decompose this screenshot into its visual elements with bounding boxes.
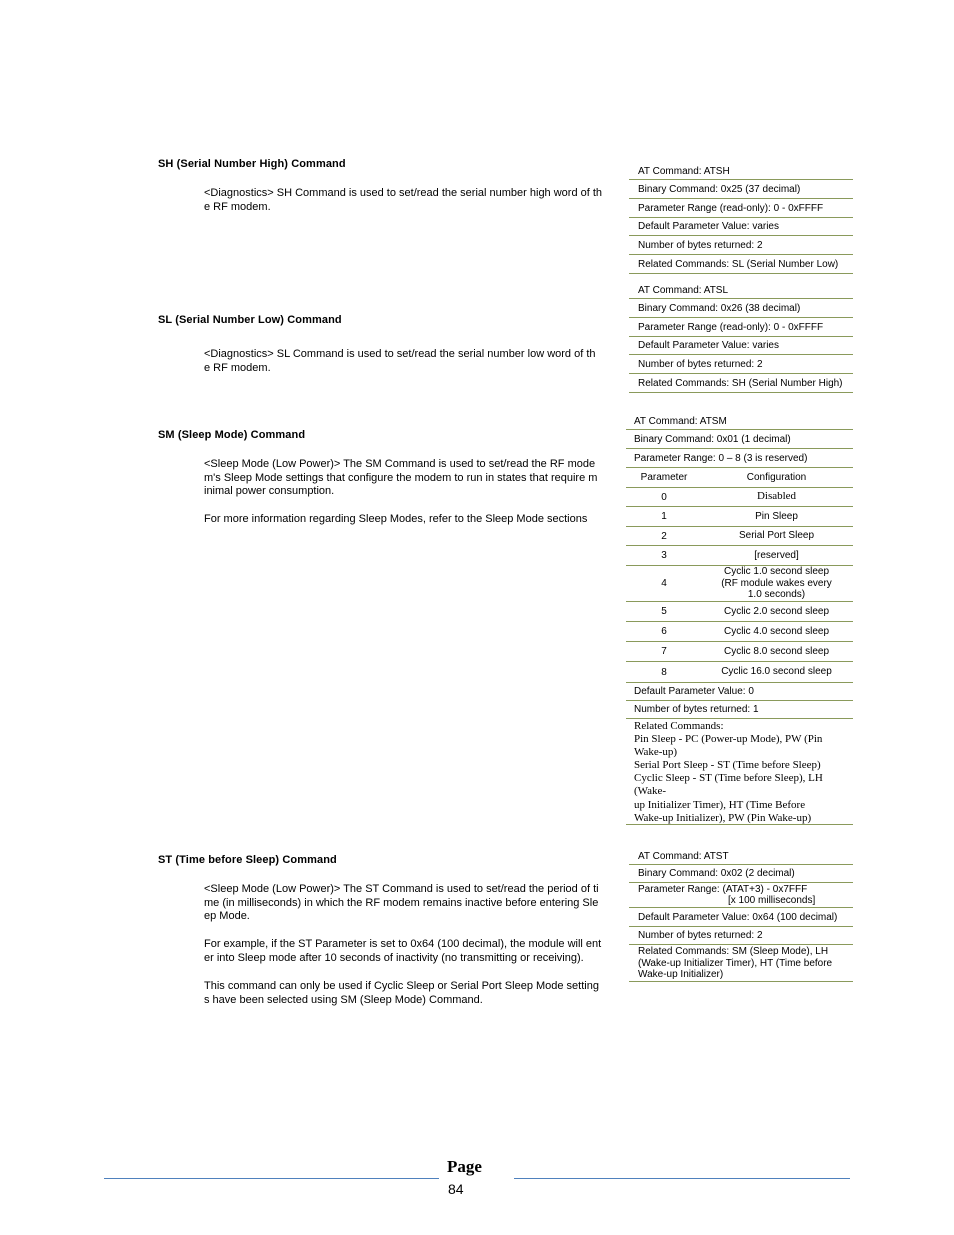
sm-options-header: [626, 468, 853, 488]
sl-related-commands: Related Commands: SH (Serial Number High): [629, 374, 853, 393]
sh-bytes-returned: Number of bytes returned: 2: [629, 236, 853, 255]
sm-option-value: 1: [661, 511, 667, 522]
sm-parameter-range: Parameter Range: 0 – 8 (3 is reserved): [626, 449, 853, 468]
sm-option-row: [626, 527, 853, 546]
sh-description: <Diagnostics> SH Command is used to set/read the serial number high word of th e RF modem.: [204, 187, 603, 213]
sm-option-row: [626, 507, 853, 527]
sm-option-value: 3: [661, 550, 667, 561]
st-usage-note: This command can only be used if Cyclic Sleep or Serial Port Sleep Mode setting s have been selected using SM (Sleep Mode) Command.: [204, 980, 599, 1006]
sm-option-value: 0: [661, 491, 667, 503]
sm-option-row: [626, 622, 853, 642]
sm-description-more: For more information regarding Sleep Modes, refer to the Sleep Mode sections: [204, 513, 588, 525]
sh-at-command: AT Command: ATSH: [629, 163, 853, 180]
sl-binary-command: Binary Command: 0x26 (38 decimal): [629, 299, 853, 318]
st-default-value: Default Parameter Value: 0x64 (100 decimal): [629, 908, 853, 927]
sm-option-value: 6: [661, 626, 667, 637]
st-heading: ST (Time before Sleep) Command: [158, 854, 337, 866]
sm-bytes-returned: Number of bytes returned: 1: [626, 701, 853, 719]
sm-option-config: Cyclic 4.0 second sleep: [723, 625, 830, 637]
sm-option-row: [626, 602, 853, 622]
sm-option-row: [626, 546, 853, 566]
sl-table: [629, 282, 853, 393]
sh-table: [629, 163, 853, 273]
page-number: 84: [448, 1181, 464, 1197]
st-table: [629, 848, 853, 983]
sh-heading: SH (Serial Number High) Command: [158, 158, 346, 170]
sm-option-config: [reserved]: [754, 549, 799, 561]
sm-col-parameter: Parameter: [640, 472, 688, 483]
sm-col-configuration: Configuration: [746, 471, 807, 483]
footer-rule-left: [104, 1178, 439, 1179]
sm-option-config: Serial Port Sleep: [738, 530, 815, 542]
sl-parameter-range: Parameter Range (read-only): 0 - 0xFFFF: [629, 318, 853, 337]
st-description: <Sleep Mode (Low Power)> The ST Command is used to set/read the period of ti me (in milliseconds) in which the RF modem remains inactive before entering Sle ep Mode.: [204, 883, 599, 922]
sl-bytes-returned: Number of bytes returned: 2: [629, 355, 853, 374]
sm-option-row: [626, 488, 853, 507]
sm-option-row: [626, 662, 853, 683]
sl-default-value: Default Parameter Value: varies: [629, 337, 853, 355]
sm-description: <Sleep Mode (Low Power)> The SM Command is used to set/read the RF mode m's Sleep Mode settings that configure the modem to run in states that require m inimal power consumption.: [204, 458, 598, 497]
sm-at-command: AT Command: ATSM: [626, 413, 853, 430]
sm-option-config: Cyclic 1.0 second sleep (RF module wakes every 1.0 seconds): [721, 566, 832, 601]
st-at-command: AT Command: ATST: [629, 848, 853, 865]
sm-option-row: [626, 642, 853, 662]
sh-parameter-range: Parameter Range (read-only): 0 - 0xFFFF: [629, 199, 853, 218]
sm-related-commands: Related Commands: Pin Sleep - PC (Power-up Mode), PW (Pin Wake-up) Serial Port Sleep - ST (Time before Sleep) Cyclic Sleep - ST (Time before Sleep), LH (Wake- up Initializer Timer), HT (Time Before Wake-up Initializer), PW (Pin Wake-up): [626, 719, 853, 825]
st-parameter-range-text: Parameter Range: (ATAT+3) - 0x7FFF: [638, 884, 808, 895]
sm-table: [626, 413, 853, 826]
footer-rule-right: [514, 1178, 850, 1179]
st-parameter-range: [629, 883, 853, 908]
sm-option-value: 8: [661, 666, 667, 678]
sl-description: <Diagnostics> SL Command is used to set/read the serial number low word of th e RF modem.: [204, 348, 596, 374]
sl-heading: SL (Serial Number Low) Command: [158, 314, 342, 326]
st-related-commands: Related Commands: SM (Sleep Mode), LH (Wake-up Initializer Timer), HT (Time before Wake-up Initializer): [629, 945, 853, 982]
sh-related-commands: Related Commands: SL (Serial Number Low): [629, 255, 853, 274]
st-parameter-range-unit: [x 100 milliseconds]: [728, 895, 816, 906]
sm-option-value: 7: [661, 646, 667, 657]
sm-option-config: Pin Sleep: [755, 510, 798, 522]
sl-at-command: AT Command: ATSL: [629, 282, 853, 299]
sm-option-value: 4: [661, 578, 667, 589]
sm-option-value: 2: [661, 530, 667, 542]
st-binary-command: Binary Command: 0x02 (2 decimal): [629, 865, 853, 883]
sh-default-value: Default Parameter Value: varies: [629, 218, 853, 236]
sm-option-row: [626, 566, 853, 602]
sh-binary-command: Binary Command: 0x25 (37 decimal): [629, 180, 853, 199]
sm-option-config: Cyclic 2.0 second sleep: [723, 605, 830, 617]
sm-default-value: Default Parameter Value: 0: [626, 683, 853, 701]
page-label: Page: [447, 1157, 482, 1176]
st-bytes-returned: Number of bytes returned: 2: [629, 927, 853, 945]
sm-option-value: 5: [661, 606, 667, 617]
sm-heading: SM (Sleep Mode) Command: [158, 429, 306, 441]
st-example: For example, if the ST Parameter is set to 0x64 (100 decimal), the module will ent er into Sleep mode after 10 seconds of inactivity (no transmitting or receiving).: [204, 938, 602, 964]
sm-option-config: Cyclic 16.0 second sleep: [721, 666, 832, 678]
sm-option-config: Cyclic 8.0 second sleep: [723, 645, 830, 657]
sm-option-config: Disabled: [756, 490, 797, 503]
sm-binary-command: Binary Command: 0x01 (1 decimal): [626, 430, 853, 449]
